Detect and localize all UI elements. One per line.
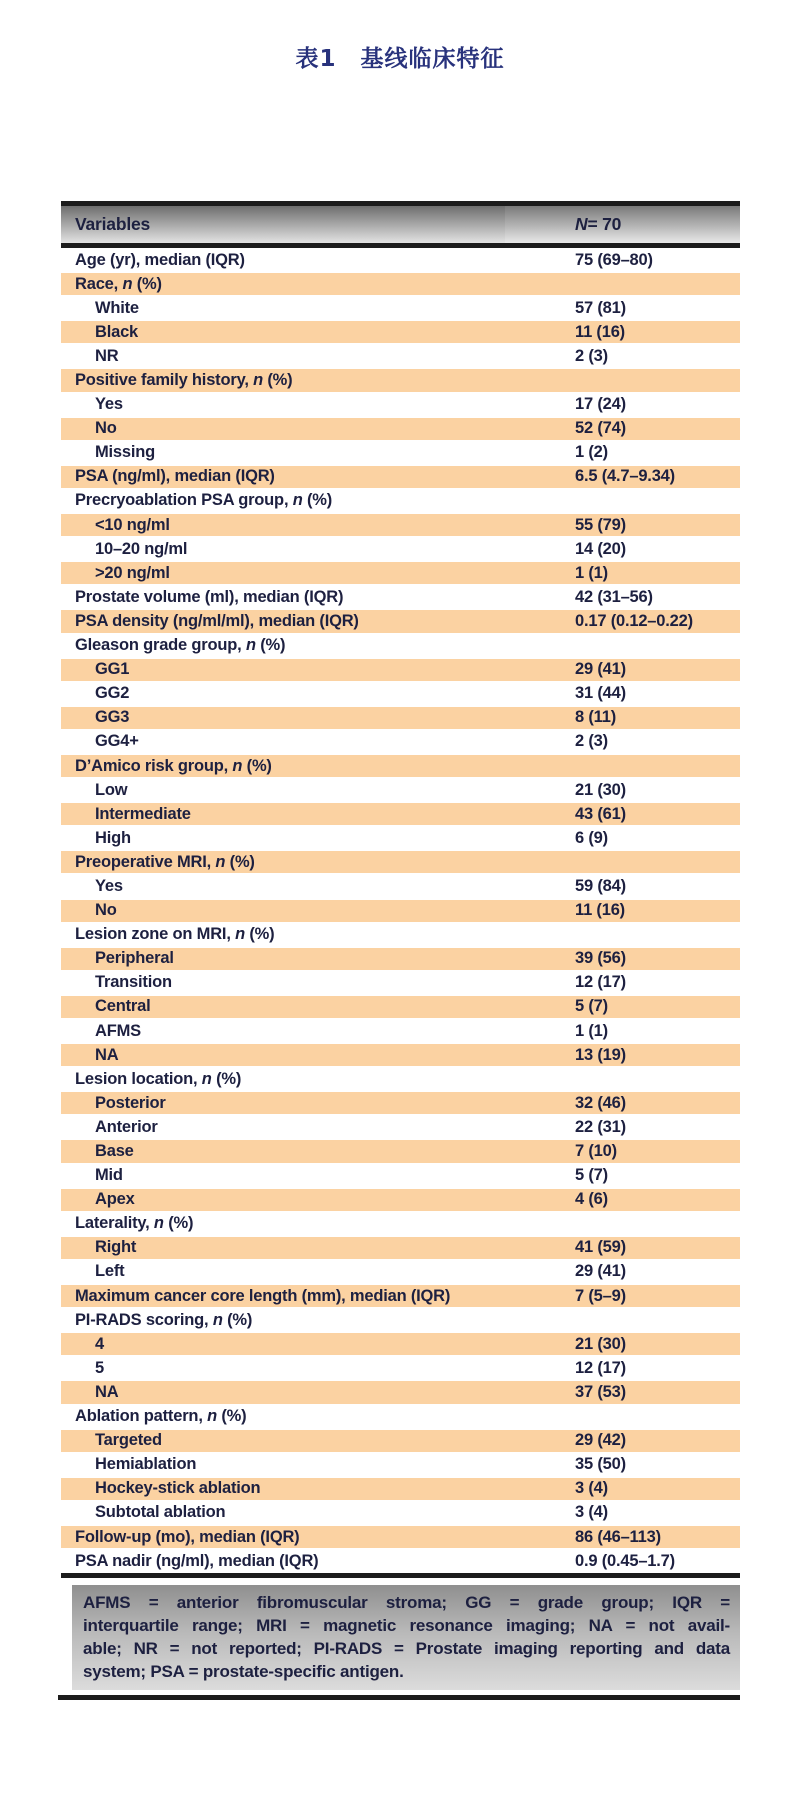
- row-label: Yes: [95, 876, 123, 895]
- table-row: [61, 850, 740, 874]
- row-value: 43 (61): [575, 804, 626, 823]
- table-row: [61, 561, 740, 585]
- variables-header-label: Variables: [75, 214, 151, 234]
- table-row: [61, 368, 740, 392]
- row-label: Yes: [95, 395, 123, 414]
- row-value: 11 (16): [575, 901, 625, 920]
- table-row: [61, 585, 740, 609]
- row-value: 0.9 (0.45–1.7): [575, 1551, 675, 1570]
- row-value: 52 (74): [575, 419, 626, 438]
- row-label: Laterality, n (%): [75, 1214, 194, 1233]
- row-label: PSA nadir (ng/ml), median (IQR): [75, 1551, 319, 1570]
- row-label: Prostate volume (ml), median (IQR): [75, 587, 344, 606]
- table-row: [61, 778, 740, 802]
- row-label: Positive family history, n (%): [75, 371, 293, 390]
- row-label: GG4+: [95, 732, 139, 751]
- table-header-row: [61, 206, 740, 243]
- table-row: [61, 272, 740, 296]
- table-row: [61, 417, 740, 441]
- row-label: Ablation pattern, n (%): [75, 1407, 247, 1426]
- row-value: 86 (46–113): [575, 1527, 661, 1546]
- row-label: Subtotal ablation: [95, 1503, 226, 1522]
- table-row: [61, 1380, 740, 1404]
- row-value: 7 (5–9): [575, 1286, 626, 1305]
- row-label: 4: [95, 1334, 104, 1353]
- row-value: 59 (84): [575, 876, 626, 895]
- row-value: 6.5 (4.7–9.34): [575, 467, 675, 486]
- table-row: [61, 1429, 740, 1453]
- row-value: 21 (30): [575, 780, 626, 799]
- row-label: AFMS: [95, 1021, 141, 1040]
- row-value: 4 (6): [575, 1190, 608, 1209]
- row-value: 32 (46): [575, 1093, 626, 1112]
- row-label: High: [95, 828, 131, 847]
- column-header-variables: [61, 206, 505, 243]
- table-row: [61, 874, 740, 898]
- row-label: Mid: [95, 1166, 123, 1185]
- table-row: [61, 513, 740, 537]
- row-label: Right: [95, 1238, 137, 1257]
- footnote-line: interquartile range; MRI = magnetic resonance imaging; NA = not avail-: [83, 1616, 730, 1636]
- baseline-characteristics-table: [61, 201, 740, 1700]
- table-row: [61, 1525, 740, 1549]
- row-value: 29 (41): [575, 1262, 626, 1281]
- row-label: Race, n (%): [75, 274, 162, 293]
- row-label: Left: [95, 1262, 125, 1281]
- row-label: GG3: [95, 708, 130, 727]
- table-row: [61, 1453, 740, 1477]
- row-label: 5: [95, 1358, 104, 1377]
- row-label: White: [95, 298, 139, 317]
- row-label: Anterior: [95, 1117, 158, 1136]
- table-row: [61, 1067, 740, 1091]
- table-row: [61, 1091, 740, 1115]
- table-row: [61, 947, 740, 971]
- table-row: [61, 658, 740, 682]
- table-row: [61, 754, 740, 778]
- row-label: Black: [95, 322, 139, 341]
- footnote-line: system; PSA = prostate-specific antigen.: [83, 1662, 404, 1682]
- table-row: [61, 682, 740, 706]
- row-label: Lesion location, n (%): [75, 1069, 242, 1088]
- table-row: [61, 1284, 740, 1308]
- row-value: 5 (7): [575, 1166, 608, 1185]
- table-row: [61, 1477, 740, 1501]
- row-value: 2 (3): [575, 732, 608, 751]
- row-value: 0.17 (0.12–0.22): [575, 611, 693, 630]
- table-body: [61, 248, 740, 1573]
- row-value: 29 (41): [575, 660, 626, 679]
- row-value: 55 (79): [575, 515, 626, 534]
- row-value: 31 (44): [575, 684, 626, 703]
- row-label: PI-RADS scoring, n (%): [75, 1310, 253, 1329]
- table-row: [61, 320, 740, 344]
- row-value: 57 (81): [575, 298, 626, 317]
- row-value: 75 (69–80): [575, 250, 653, 269]
- table-row: [61, 923, 740, 947]
- row-label: PSA (ng/ml), median (IQR): [75, 467, 275, 486]
- row-label: NA: [95, 1382, 119, 1401]
- table-row: [61, 1405, 740, 1429]
- row-label: 10–20 ng/ml: [95, 539, 188, 558]
- row-label: <10 ng/ml: [95, 515, 170, 534]
- row-label: Preoperative MRI, n (%): [75, 852, 255, 871]
- row-label: Missing: [95, 443, 156, 462]
- table-row: [61, 537, 740, 561]
- abbreviations-footnote: [72, 1585, 740, 1690]
- table-row: [61, 1356, 740, 1380]
- row-label: Maximum cancer core length (mm), median (IQR): [75, 1286, 451, 1305]
- row-value: 3 (4): [575, 1479, 608, 1498]
- row-label: >20 ng/ml: [95, 563, 170, 582]
- row-value: 17 (24): [575, 395, 626, 414]
- row-value: 41 (59): [575, 1238, 626, 1257]
- row-label: GG1: [95, 660, 130, 679]
- row-value: 21 (30): [575, 1334, 626, 1353]
- table-row: [61, 1164, 740, 1188]
- row-value: 12 (17): [575, 1358, 626, 1377]
- row-value: 1 (1): [575, 563, 608, 582]
- row-value: 1 (1): [575, 1021, 608, 1040]
- row-value: 13 (19): [575, 1045, 626, 1064]
- row-label: Posterior: [95, 1093, 166, 1112]
- row-label: Peripheral: [95, 949, 174, 968]
- row-value: 29 (42): [575, 1431, 626, 1450]
- row-label: Gleason grade group, n (%): [75, 636, 286, 655]
- row-value: 22 (31): [575, 1117, 626, 1136]
- table-row: [61, 899, 740, 923]
- row-label: PSA density (ng/ml/ml), median (IQR): [75, 611, 359, 630]
- table-row: [61, 1260, 740, 1284]
- n-header-italic: N: [575, 214, 588, 234]
- row-label: Targeted: [95, 1431, 162, 1450]
- table-row: [61, 609, 740, 633]
- table-row: [61, 393, 740, 417]
- table-row: [61, 248, 740, 272]
- row-label: Base: [95, 1142, 134, 1161]
- table-row: [61, 1236, 740, 1260]
- row-label: Transition: [95, 973, 172, 992]
- page-title: 表1 基线临床特征: [295, 46, 505, 72]
- table-row: [61, 344, 740, 368]
- row-label: NR: [95, 346, 119, 365]
- table-row: [61, 1332, 740, 1356]
- row-label: Hemiablation: [95, 1455, 197, 1474]
- row-value: 35 (50): [575, 1455, 626, 1474]
- row-value: 5 (7): [575, 997, 608, 1016]
- row-label: D’Amico risk group, n (%): [75, 756, 272, 775]
- row-label: Intermediate: [95, 804, 191, 823]
- row-value: 39 (56): [575, 949, 626, 968]
- table-row: [61, 296, 740, 320]
- row-label: Follow-up (mo), median (IQR): [75, 1527, 300, 1546]
- table-row: [61, 489, 740, 513]
- footnote-gap: [61, 1578, 740, 1585]
- column-header-n70: [505, 206, 740, 243]
- row-value: 6 (9): [575, 828, 608, 847]
- row-value: 3 (4): [575, 1503, 608, 1522]
- table-row: [61, 1188, 740, 1212]
- row-label: Precryoablation PSA group, n (%): [75, 491, 333, 510]
- n-header-rest: = 70: [587, 214, 622, 234]
- table-row: [61, 1019, 740, 1043]
- table-row: [61, 441, 740, 465]
- row-value: 42 (31–56): [575, 587, 653, 606]
- table-row: [61, 1043, 740, 1067]
- table-row: [61, 1212, 740, 1236]
- table-final-rule: [58, 1695, 740, 1700]
- footnote-line: AFMS = anterior fibromuscular stroma; GG = grade group; IQR =: [83, 1593, 730, 1613]
- row-value: 37 (53): [575, 1382, 626, 1401]
- row-value: 14 (20): [575, 539, 626, 558]
- footnote-line: able; NR = not reported; PI-RADS = Prostate imaging reporting and data: [83, 1639, 730, 1659]
- table-row: [61, 1115, 740, 1139]
- table-row: [61, 1549, 740, 1573]
- row-label: No: [95, 419, 117, 438]
- table-row: [61, 1139, 740, 1163]
- row-label: Age (yr), median (IQR): [75, 250, 245, 269]
- row-label: Hockey-stick ablation: [95, 1479, 261, 1498]
- table-row: [61, 971, 740, 995]
- table-row: [61, 802, 740, 826]
- row-value: 8 (11): [575, 708, 616, 727]
- row-value: 1 (2): [575, 443, 608, 462]
- row-label: GG2: [95, 684, 130, 703]
- table-row: [61, 634, 740, 658]
- row-label: No: [95, 901, 117, 920]
- row-label: Apex: [95, 1190, 135, 1209]
- table-row: [61, 995, 740, 1019]
- row-label: Central: [95, 997, 151, 1016]
- table-row: [61, 730, 740, 754]
- row-value: 7 (10): [575, 1142, 617, 1161]
- row-label: Low: [95, 780, 128, 799]
- row-value: 2 (3): [575, 346, 608, 365]
- table-row: [61, 1501, 740, 1525]
- row-value: 11 (16): [575, 322, 625, 341]
- table-row: [61, 1308, 740, 1332]
- table-row: [61, 465, 740, 489]
- table-row: [61, 706, 740, 730]
- row-label: NA: [95, 1045, 119, 1064]
- row-value: 12 (17): [575, 973, 626, 992]
- table-row: [61, 826, 740, 850]
- row-label: Lesion zone on MRI, n (%): [75, 925, 275, 944]
